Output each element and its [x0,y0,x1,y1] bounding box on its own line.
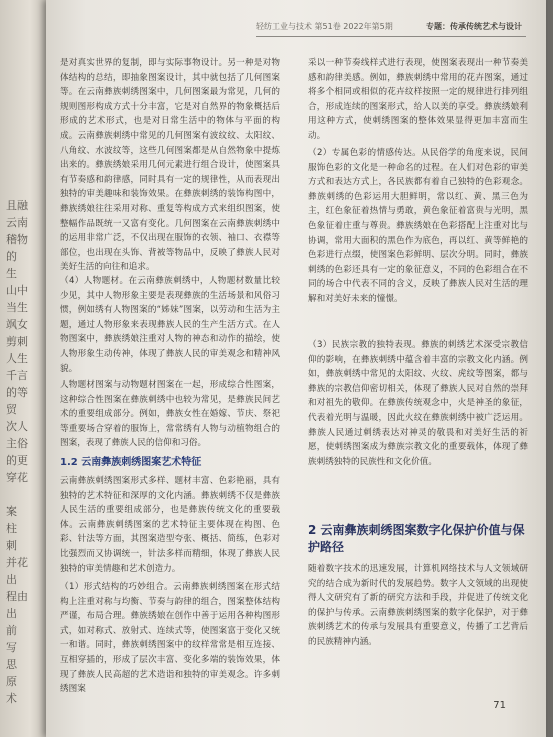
adjacent-page-fragment: 思 [6,658,17,671]
adjacent-page-fragment: 柱 [6,522,17,535]
adjacent-page-fragment: 刺 [6,539,17,552]
paragraph: 云南彝族刺绣图案形式多样、题材丰富、色彩艳丽，具有独特的艺术特征和深厚的文化内涵。彝族刺绣不仅是彝族人民生活的重要组成部分，也是彝族传统文化的重要载体。云南彝族刺绣图案的艺术特征主要体现在构图、色彩、针法等方面，其图案造型夸张、概括、简练，色彩对比强烈而又协调统一，针法多样而精细，体现了彝族人民独特的审美情趣和艺术创造力。 [60,476,280,574]
adjacent-page-fragment: 程由 [6,590,28,603]
adjacent-page-fragment: 原 [6,675,17,688]
right-column [308,56,528,647]
adjacent-page-fragment: 山中 [6,284,28,297]
adjacent-page-fragment: 千言 [6,369,28,382]
adjacent-page-fragment: 稽物 [6,233,28,246]
adjacent-page-fragment: 出 [6,607,17,620]
paragraph: （4）人物题材。在云南彝族刺绣中，人物题材数量比较少见，其中人物形象主要是表现彝族的生活场景和风俗习惯，例如绣有人物图案的“姊妹”图案，以劳动和生活为主题，通过人物形象来表现彝族人民的生产生活方式。在人物图案中，彝族绣娘注重对人物的神态和动作的描绘，使人物形象生动传神，体现了彝族人民的审美观念和精神风貌。 [60,276,280,374]
adjacent-page-fragment: 并花 [6,556,28,569]
adjacent-page-fragment: 写 [6,641,17,654]
section-heading: 2 云南彝族刺绣图案数字化保护价值与保护路径 [308,523,525,554]
document-page [46,0,546,737]
adjacent-page-fragment: 的更 [6,454,28,467]
adjacent-page-fragment: 剪刺 [6,335,28,348]
adjacent-page-fragment: 的 [6,250,17,263]
section-heading: 1.2 云南彝族刺绣图案艺术特征 [60,457,202,468]
adjacent-page-fragment: 的等 [6,386,28,399]
paragraph: 采以一种节奏线样式进行表现，使图案表现出一种节奏美感和韵律美感。例如，彝族刺绣中常用的花卉图案，通过将多个相同或相似的花卉纹样按照一定的规律进行排列组合，形成连续的图案形式，给人以美的享受。彝族绣娘利用这种方式，使刺绣图案的整体效果显得更加丰富而生动。 [308,58,528,141]
adjacent-page-fragment: 出 [6,573,17,586]
adjacent-page-fragment: 且融 [6,199,28,212]
section-title: 专题：传承传统艺术与设计 [426,22,522,31]
adjacent-page-fragment: 人生 [6,352,28,365]
paragraph: 是对真实世界的复制，即与实际事物设计。另一种是对物体结构的总结，即抽象图案设计，其中就包括了几何图案等。在云南彝族刺绣图案中，几何图案最为常见，几何的规则图形构成方式十分丰富，它是对自然界的物象概括后形成的艺术形式，也是对日常生活中的物体与平面的构成。云南彝族刺绣中常见的几何图案有波纹纹、太阳纹、八角纹、水波纹等，这些几何图案都是从自然物象中提炼出来的。彝族绣娘采用几何元素进行组合设计，使图案具有节奏感和韵律感，同时具有一定的规律性，从而表现出独特的审美趣味和装饰效果。在彝族刺绣的装饰构图中，彝族绣娘往往采用对称、重复等构成方式来组织图案，使整幅作品既统一又富有变化。几何图案在云南彝族刺绣中的运用非常广泛，不仅出现在服饰的衣领、袖口、衣襟等部位，也出现在头饰、背被等物品中，反映了彝族人民对美好生活的向往和追求。 [60,58,280,273]
adjacent-page-fragment: 案 [6,505,17,518]
adjacent-page-fragment: 生 [6,267,17,280]
journal-info: 轻纺工业与技术 第51卷 2022年第5期 [256,22,393,31]
paragraph: 人物题材图案与动物题材图案在一起，形成综合性图案，这种综合性图案在彝族刺绣中也较为常见，是彝族民间艺术的重要组成部分。例如，彝族女性在婚嫁、节庆、祭祀等重要场合穿着的服饰上，常常绣有人物与动植物组合的图案，表现了彝族人民的信仰和习俗。 [60,380,280,449]
adjacent-page-fragment: 贸 [6,403,17,416]
paragraph: （1）形式结构的巧妙组合。云南彝族刺绣图案在形式结构上注重对称与均衡、节奏与韵律的组合，图案整体结构严谨，布局合理。彝族绣娘在创作中善于运用各种构图形式，如对称式、放射式、连续式等，使图案富于变化又统一和谐。同时，彝族刺绣图案中的纹样常常是相互连接、互相穿插的，形成了层次丰富、变化多端的装饰效果，体现了彝族人民高超的艺术造诣和独特的审美观念。许多刺绣图案 [60,582,280,695]
paragraph: （2）专属色彩的情感传达。从民俗学的角度来说，民间服饰色彩的文化是一种命名的过程。在人们对色彩的审美方式和表达方式上，各民族都有着自己独特的色彩观念。彝族刺绣的色彩运用大胆鲜明，常以红、黄、黑三色为主，红色象征着热情与勇敢，黄色象征着富贵与光明，黑色象征着庄重与尊贵。彝族绣娘在色彩搭配上注重对比与协调，常用大面积的黑色作为底色，再以红、黄等鲜艳的色彩进行点缀，使图案色彩鲜明、层次分明。同时，彝族刺绣的色彩还具有一定的象征意义，不同的色彩组合在不同的场合中代表不同的含义，反映了彝族人民对生活的理解和对美好未来的憧憬。 [308,148,528,304]
left-column [60,56,280,695]
paragraph: 随着数字技术的迅速发展，计算机网络技术与人文领域研究的结合成为新时代的发展趋势。数字人文领域的出现使得人文研究有了新的研究方法和手段，并促进了传统文化的保护与传承。云南彝族刺绣图案的数字化保护，对于彝族刺绣艺术的传承与发展具有重要意义，传播了工艺背后的民族精神内涵。 [308,564,528,647]
adjacent-page-fragment: 云南 [6,216,28,229]
page-number: 71 [493,700,506,711]
adjacent-page-fragment: 当生 [6,301,28,314]
adjacent-page-edge [0,0,50,737]
adjacent-page-fragment: 飒女 [6,318,28,331]
adjacent-page-fragment: 术 [6,692,17,705]
adjacent-page-fragment: 次人 [6,420,28,433]
paragraph: （3）民族宗教的独特表现。彝族的刺绣艺术深受宗教信仰的影响，在彝族刺绣中蕴含着丰富的宗教文化内涵。例如，彝族刺绣中常见的太阳纹、火纹、虎纹等图案，都与彝族的宗教信仰密切相关，体现了彝族人民对自然的崇拜和对祖先的敬仰。在彝族传统观念中，火是神圣的象征，代表着光明与温暖，因此火纹在彝族刺绣中被广泛运用。彝族人民通过刺绣表达对神灵的敬畏和对美好生活的祈愿，使刺绣图案成为彝族宗教文化的重要载体，体现了彝族刺绣独特的民族性和文化价值。 [308,340,528,467]
running-header [256,18,526,37]
adjacent-page-fragment: 前 [6,624,17,637]
adjacent-page-fragment: 主俗 [6,437,28,450]
adjacent-page-fragment: 穿花 [6,471,28,484]
